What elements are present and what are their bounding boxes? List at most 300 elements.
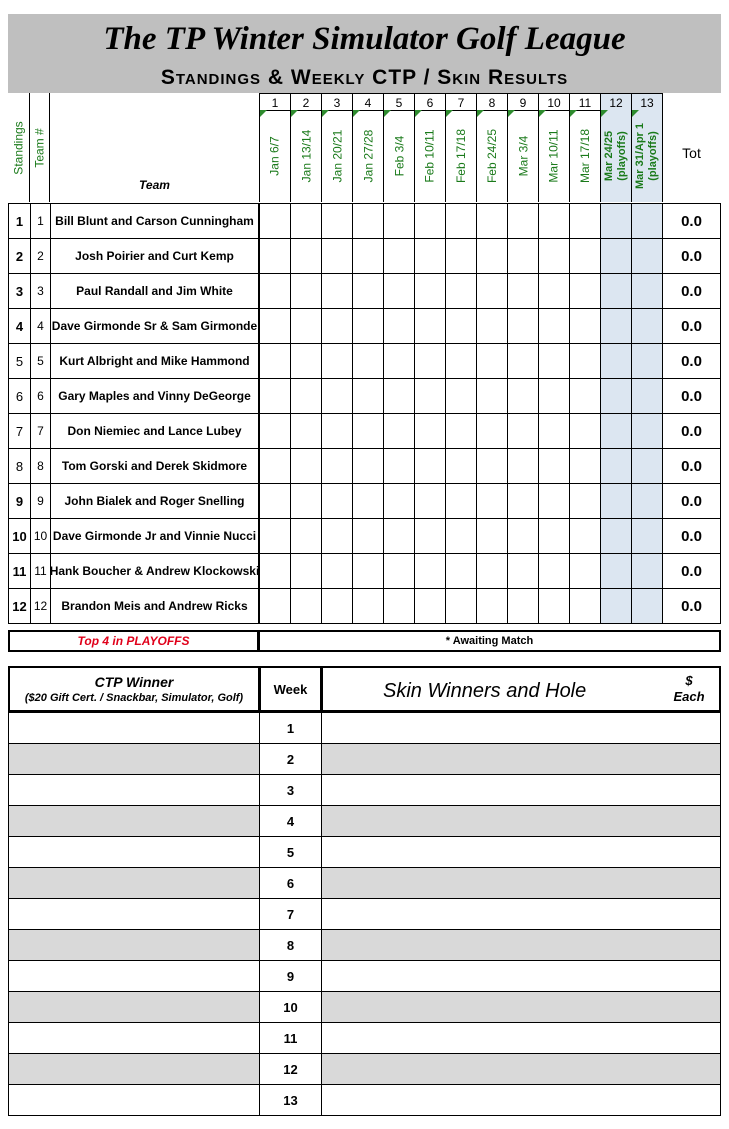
page-title: The TP Winter Simulator Golf League	[103, 21, 626, 57]
week-score-cell	[352, 553, 384, 589]
week-score-cell	[383, 238, 415, 274]
week-score-cell	[445, 553, 477, 589]
week-score-cell	[414, 553, 446, 589]
week-score-cell	[383, 378, 415, 414]
week-date-header	[259, 110, 291, 202]
standings-row	[0, 483, 729, 519]
week-score-cell	[507, 378, 539, 414]
team-number: 2	[30, 238, 51, 274]
page-subtitle: Standings & Weekly CTP / Skin Results	[160, 66, 569, 89]
week-score-cell	[352, 343, 384, 379]
week-score-cell	[259, 378, 291, 414]
skin-winners-cell	[321, 1022, 721, 1054]
week-score-cell	[352, 413, 384, 449]
week-score-cell	[507, 448, 539, 484]
week-score-cell	[476, 308, 508, 344]
team-number: 3	[30, 273, 51, 309]
week-score-cell	[445, 448, 477, 484]
team-number: 12	[30, 588, 51, 624]
skin-winners-cell	[321, 805, 721, 837]
week-score-cell	[538, 483, 570, 519]
week-score-cell	[321, 448, 353, 484]
week-score-cell	[476, 483, 508, 519]
week-score-cell	[538, 413, 570, 449]
standings-row	[0, 238, 729, 274]
week-score-cell	[476, 413, 508, 449]
ctp-prize-note: ($20 Gift Cert. / Snackbar, Simulator, Golf)	[24, 692, 244, 704]
week-score-cell	[259, 483, 291, 519]
week-score-cell	[383, 553, 415, 589]
week-date-header	[569, 110, 601, 202]
standing-rank: 2	[8, 238, 31, 274]
week-score-cell	[445, 203, 477, 239]
ctp-winner-cell	[8, 991, 260, 1023]
week-score-cell	[383, 413, 415, 449]
skin-winners-header	[321, 666, 721, 712]
team-name: Kurt Albright and Mike Hammond	[50, 343, 260, 379]
team-column-header: Team	[139, 178, 170, 192]
week-score-cell	[538, 238, 570, 274]
week-date-header	[631, 110, 663, 202]
week-score-cell	[507, 483, 539, 519]
ctp-winner-cell	[8, 1084, 260, 1116]
week-number: 8	[259, 929, 322, 961]
skin-winners-cell	[321, 1053, 721, 1085]
comment-marker-icon	[291, 110, 298, 117]
week-score-cell	[290, 273, 322, 309]
standing-rank: 4	[8, 308, 31, 344]
week-score-cell	[631, 448, 663, 484]
week-score-cell	[383, 203, 415, 239]
week-score-cell	[445, 273, 477, 309]
week-score-cell	[321, 588, 353, 624]
week-score-cell	[476, 273, 508, 309]
standing-rank: 8	[8, 448, 31, 484]
week-score-cell	[600, 588, 632, 624]
week-score-cell	[631, 518, 663, 554]
team-total: 0.0	[662, 203, 721, 239]
week-playoffs-note: (playoffs)	[616, 131, 628, 181]
week-score-cell	[290, 588, 322, 624]
playoffs-note: Top 4 in PLAYOFFS	[77, 634, 190, 648]
week-score-cell	[507, 588, 539, 624]
week-number: 9	[259, 960, 322, 992]
team-name: Bill Blunt and Carson Cunningham	[50, 203, 260, 239]
standing-rank: 11	[8, 553, 31, 589]
week-score-cell	[631, 483, 663, 519]
week-score-cell	[414, 203, 446, 239]
week-score-cell	[383, 273, 415, 309]
ctp-winner-cell	[8, 929, 260, 961]
week-date-text: Mar 31/Apr 1	[634, 122, 646, 190]
dollar-sign: $	[685, 673, 693, 688]
week-score-cell	[569, 588, 601, 624]
ctp-winner-cell	[8, 1053, 260, 1085]
team-number: 8	[30, 448, 51, 484]
week-score-cell	[445, 238, 477, 274]
week-score-cell	[352, 483, 384, 519]
comment-marker-icon	[415, 110, 422, 117]
week-score-cell	[569, 308, 601, 344]
week-score-cell	[476, 378, 508, 414]
standing-rank: 12	[8, 588, 31, 624]
week-date-header	[383, 110, 415, 202]
skin-winners-cell	[321, 836, 721, 868]
week-number: 6	[259, 867, 322, 899]
week-score-cell	[600, 308, 632, 344]
week-number-header: 9	[507, 93, 539, 111]
week-score-cell	[569, 483, 601, 519]
week-score-cell	[476, 588, 508, 624]
week-score-cell	[352, 448, 384, 484]
standings-label: Standings	[11, 120, 26, 175]
team-number: 7	[30, 413, 51, 449]
week-score-cell	[631, 273, 663, 309]
week-score-cell	[569, 413, 601, 449]
week-date-header	[600, 110, 632, 202]
week-number-header: 4	[352, 93, 384, 111]
week-score-cell	[383, 308, 415, 344]
week-score-cell	[321, 518, 353, 554]
team-total: 0.0	[662, 238, 721, 274]
week-number-header: 7	[445, 93, 477, 111]
comment-marker-icon	[570, 110, 577, 117]
team-name: Dave Girmonde Jr and Vinnie Nucci	[50, 518, 260, 554]
team-name: John Bialek and Roger Snelling	[50, 483, 260, 519]
standing-rank: 3	[8, 273, 31, 309]
week-score-cell	[352, 273, 384, 309]
standing-rank: 10	[8, 518, 31, 554]
week-score-cell	[569, 273, 601, 309]
week-score-cell	[383, 518, 415, 554]
week-date-label: Feb 10/11	[423, 129, 437, 183]
week-number: 5	[259, 836, 322, 868]
week-date-label: Jan 20/21	[330, 129, 344, 183]
ctp-winner-cell	[8, 712, 260, 744]
team-name: Gary Maples and Vinny DeGeorge	[50, 378, 260, 414]
week-score-cell	[445, 378, 477, 414]
week-date-label: Mar 10/11	[547, 129, 562, 183]
ctp-winner-cell	[8, 774, 260, 806]
standings-row	[0, 308, 729, 344]
week-score-cell	[445, 413, 477, 449]
skin-winners-cell	[321, 774, 721, 806]
week-score-cell	[414, 378, 446, 414]
week-score-cell	[383, 588, 415, 624]
week-score-cell	[569, 378, 601, 414]
week-score-cell	[600, 553, 632, 589]
week-score-cell	[538, 448, 570, 484]
week-date-label	[603, 131, 629, 181]
week-score-cell	[414, 273, 446, 309]
week-date-header	[476, 110, 508, 202]
week-score-cell	[476, 203, 508, 239]
comment-marker-icon	[384, 110, 391, 117]
week-score-cell	[476, 518, 508, 554]
team-number-label: Team #	[32, 127, 47, 168]
standing-rank: 1	[8, 203, 31, 239]
week-score-cell	[631, 308, 663, 344]
awaiting-match-note: * Awaiting Match	[445, 635, 534, 647]
team-total: 0.0	[662, 378, 721, 414]
standings-row	[0, 378, 729, 414]
week-column-header: Week	[259, 666, 322, 712]
ctp-winner-cell	[8, 867, 260, 899]
week-score-cell	[290, 343, 322, 379]
week-score-cell	[507, 343, 539, 379]
standings-row	[0, 413, 729, 449]
week-score-cell	[259, 308, 291, 344]
week-score-cell	[259, 448, 291, 484]
comment-marker-icon	[322, 110, 329, 117]
week-score-cell	[383, 448, 415, 484]
week-number: 7	[259, 898, 322, 930]
week-number: 4	[259, 805, 322, 837]
week-date-header	[538, 110, 570, 202]
week-score-cell	[600, 413, 632, 449]
ctp-winner-cell	[8, 805, 260, 837]
week-score-cell	[445, 518, 477, 554]
standing-rank: 6	[8, 378, 31, 414]
week-date-header	[290, 110, 322, 202]
standings-row	[0, 518, 729, 554]
standings-column-header	[8, 93, 30, 202]
week-date-header	[352, 110, 384, 202]
week-score-cell	[321, 238, 353, 274]
skin-winners-title: Skin Winners and Hole	[383, 680, 587, 702]
skin-winners-cell	[321, 1084, 721, 1116]
week-score-cell	[259, 413, 291, 449]
week-score-cell	[569, 343, 601, 379]
each-amount-label	[663, 673, 715, 705]
ctp-winner-header	[8, 666, 260, 712]
week-score-cell	[290, 413, 322, 449]
week-score-cell	[259, 238, 291, 274]
week-score-cell	[569, 238, 601, 274]
team-name: Tom Gorski and Derek Skidmore	[50, 448, 260, 484]
team-name: Dave Girmonde Sr & Sam Girmonde	[50, 308, 260, 344]
week-score-cell	[259, 518, 291, 554]
team-name: Josh Poirier and Curt Kemp	[50, 238, 260, 274]
week-playoffs-note: (playoffs)	[647, 131, 659, 181]
week-score-cell	[414, 308, 446, 344]
week-score-cell	[507, 203, 539, 239]
week-score-cell	[600, 273, 632, 309]
week-score-cell	[414, 448, 446, 484]
week-score-cell	[631, 238, 663, 274]
team-number: 6	[30, 378, 51, 414]
team-number: 10	[30, 518, 51, 554]
week-score-cell	[631, 203, 663, 239]
week-score-cell	[476, 238, 508, 274]
week-score-cell	[321, 553, 353, 589]
week-number-header: 11	[569, 93, 601, 111]
ctp-winner-cell	[8, 960, 260, 992]
week-date-label: Jan 6/7	[268, 136, 282, 176]
team-total: 0.0	[662, 308, 721, 344]
team-name: Don Niemiec and Lance Lubey	[50, 413, 260, 449]
week-score-cell	[569, 553, 601, 589]
standings-row	[0, 553, 729, 589]
comment-marker-icon	[446, 110, 453, 117]
week-score-cell	[321, 203, 353, 239]
week-score-cell	[538, 343, 570, 379]
week-score-cell	[476, 448, 508, 484]
week-date-label: Feb 24/25	[485, 128, 500, 184]
week-score-cell	[445, 483, 477, 519]
week-score-cell	[600, 448, 632, 484]
team-total: 0.0	[662, 343, 721, 379]
week-score-cell	[259, 588, 291, 624]
week-date-text: Mar 24/25	[603, 130, 615, 182]
week-score-cell	[352, 518, 384, 554]
week-date-label: Feb 17/18	[454, 128, 469, 184]
week-score-cell	[352, 588, 384, 624]
week-score-cell	[569, 448, 601, 484]
standings-row	[0, 343, 729, 379]
week-score-cell	[259, 203, 291, 239]
week-score-cell	[414, 483, 446, 519]
skin-winners-cell	[321, 898, 721, 930]
week-score-cell	[631, 553, 663, 589]
week-number-header: 5	[383, 93, 415, 111]
team-number: 1	[30, 203, 51, 239]
comment-marker-icon	[508, 110, 515, 117]
week-number-header: 8	[476, 93, 508, 111]
week-score-cell	[600, 238, 632, 274]
week-score-cell	[569, 203, 601, 239]
week-score-cell	[631, 378, 663, 414]
week-score-cell	[631, 343, 663, 379]
skin-winners-cell	[321, 960, 721, 992]
week-score-cell	[600, 518, 632, 554]
week-score-cell	[414, 343, 446, 379]
week-number: 10	[259, 991, 322, 1023]
week-score-cell	[538, 588, 570, 624]
week-score-cell	[414, 238, 446, 274]
week-score-cell	[538, 308, 570, 344]
week-score-cell	[507, 518, 539, 554]
awaiting-note-cell	[258, 630, 721, 652]
week-date-label: Feb 3/4	[392, 135, 407, 177]
standings-row	[0, 273, 729, 309]
skin-winners-cell	[321, 991, 721, 1023]
week-score-cell	[600, 483, 632, 519]
week-date-header	[321, 110, 353, 202]
standing-rank: 7	[8, 413, 31, 449]
team-number: 5	[30, 343, 51, 379]
ctp-winner-cell	[8, 1022, 260, 1054]
team-total: 0.0	[662, 518, 721, 554]
team-number: 11	[30, 553, 51, 589]
week-score-cell	[414, 588, 446, 624]
week-score-cell	[321, 483, 353, 519]
team-name: Hank Boucher & Andrew Klockowski	[50, 553, 260, 589]
week-number-header: 12	[600, 93, 632, 111]
week-score-cell	[321, 308, 353, 344]
week-score-cell	[600, 378, 632, 414]
week-score-cell	[538, 203, 570, 239]
week-number-header: 1	[259, 93, 291, 111]
team-name: Brandon Meis and Andrew Ricks	[50, 588, 260, 624]
week-number: 2	[259, 743, 322, 775]
week-score-cell	[414, 413, 446, 449]
week-score-cell	[352, 238, 384, 274]
week-number: 1	[259, 712, 322, 744]
week-score-cell	[445, 343, 477, 379]
week-number-header: 2	[290, 93, 322, 111]
week-date-label: Mar 3/4	[516, 135, 530, 177]
week-score-cell	[507, 413, 539, 449]
week-score-cell	[538, 553, 570, 589]
week-score-cell	[538, 378, 570, 414]
team-total: 0.0	[662, 448, 721, 484]
week-date-label: Mar 17/18	[578, 128, 592, 184]
week-score-cell	[352, 308, 384, 344]
comment-marker-icon	[601, 110, 608, 117]
week-score-cell	[476, 343, 508, 379]
team-total: 0.0	[662, 588, 721, 624]
total-column-header: Tot	[682, 145, 701, 161]
week-score-cell	[290, 238, 322, 274]
week-score-cell	[290, 378, 322, 414]
week-score-cell	[290, 308, 322, 344]
week-score-cell	[383, 343, 415, 379]
week-number-header: 3	[321, 93, 353, 111]
comment-marker-icon	[260, 110, 267, 117]
standings-row	[0, 448, 729, 484]
playoffs-note-cell	[8, 630, 259, 652]
week-date-label: Jan 13/14	[299, 129, 313, 183]
week-score-cell	[290, 483, 322, 519]
team-number: 9	[30, 483, 51, 519]
week-score-cell	[259, 273, 291, 309]
week-date-label: Jan 27/28	[361, 129, 375, 183]
week-score-cell	[507, 308, 539, 344]
week-score-cell	[321, 273, 353, 309]
comment-marker-icon	[477, 110, 484, 117]
week-score-cell	[352, 203, 384, 239]
week-score-cell	[507, 238, 539, 274]
ctp-winner-cell	[8, 743, 260, 775]
team-total: 0.0	[662, 413, 721, 449]
standing-rank: 9	[8, 483, 31, 519]
skin-winners-cell	[321, 929, 721, 961]
week-number-header: 10	[538, 93, 570, 111]
week-number: 12	[259, 1053, 322, 1085]
team-total: 0.0	[662, 553, 721, 589]
team-total: 0.0	[662, 273, 721, 309]
week-number: 3	[259, 774, 322, 806]
standing-rank: 5	[8, 343, 31, 379]
week-score-cell	[445, 588, 477, 624]
week-score-cell	[569, 518, 601, 554]
week-score-cell	[476, 553, 508, 589]
skin-winners-cell	[321, 712, 721, 744]
week-score-cell	[414, 518, 446, 554]
week-score-cell	[321, 413, 353, 449]
week-score-cell	[290, 553, 322, 589]
team-total: 0.0	[662, 483, 721, 519]
team-number-column-header	[30, 93, 50, 202]
ctp-winner-cell	[8, 898, 260, 930]
week-date-header	[445, 110, 477, 202]
week-score-cell	[259, 553, 291, 589]
week-score-cell	[383, 483, 415, 519]
team-name: Paul Randall and Jim White	[50, 273, 260, 309]
standings-row	[0, 588, 729, 624]
week-score-cell	[600, 343, 632, 379]
